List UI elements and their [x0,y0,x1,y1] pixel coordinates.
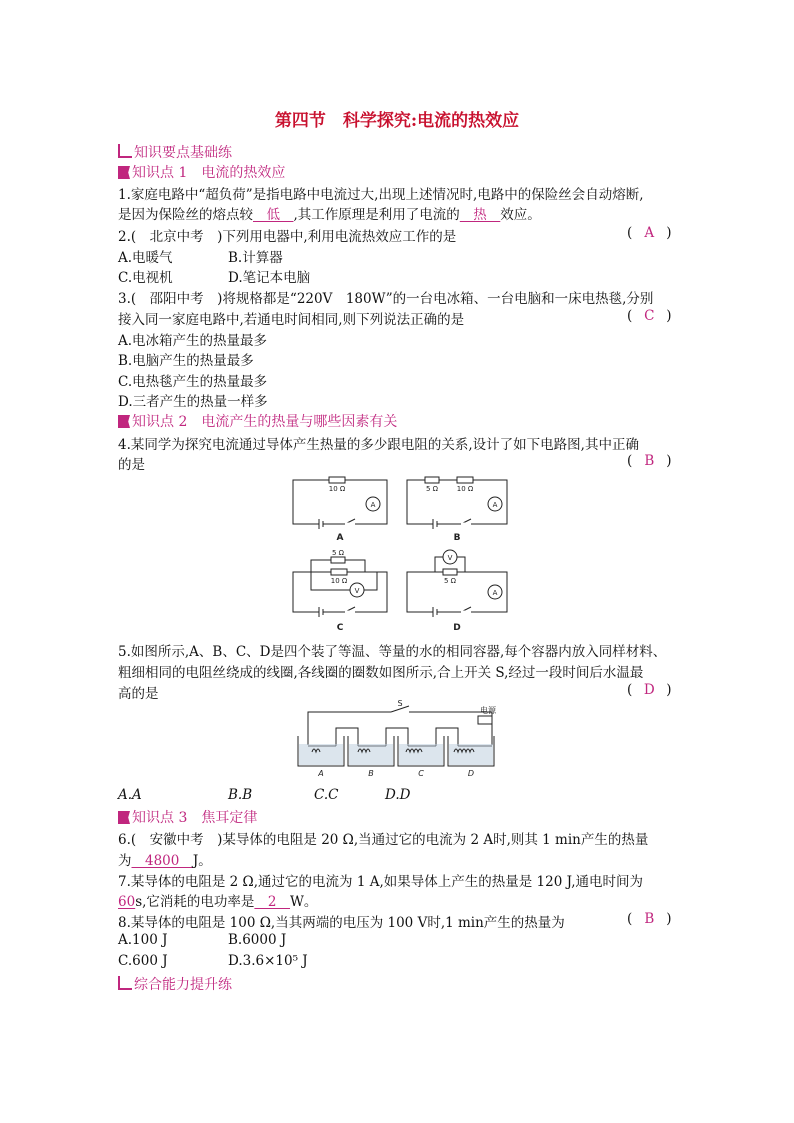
question-3-line-1: 3.( 邵阳中考 )将规格都是“220V 180W”的一台电冰箱、一台电脑和一床电热毯,分别 [118,291,654,307]
question-8: 8.某导体的电阻是 100 Ω,当其两端的电压为 100 V时,1 min产生的热量为 [118,915,565,931]
option: C.电热毯产生的热量最多 [118,374,268,390]
answer-fill: 60 [118,894,136,910]
container-label: B [368,769,374,778]
ammeter-icon: A [492,501,498,509]
section-heading: 综合能力提升练 [118,974,232,994]
option: D.3.6×10⁵ J [228,953,308,969]
flag-icon [118,811,130,824]
question-4-line-2: 的是 [118,457,145,473]
power-source-label: 电源 [480,706,496,715]
option: D.D [385,787,411,803]
voltmeter-icon: V [447,554,453,562]
question-5-line-1: 5.如图所示,A、B、C、D是四个装了等温、等量的水的相同容器,每个容器内放入同样材料、 [118,644,667,660]
section-heading: 知识要点基础练 [118,142,232,162]
ammeter-icon: A [492,589,498,597]
option: A.100 J [118,932,168,948]
resistor-label: 10 Ω [456,485,474,493]
ammeter-icon: A [370,501,376,509]
diagram-label: D [453,623,461,633]
question-1-line-1: 1.家庭电路中“超负荷”是指电路中电流过大,出现上述情况时,电路中的保险丝会自动熔断, [118,187,644,203]
question-4-line-1: 4.某同学为探究电流通过导体产生热量的多少跟电阻的关系,设计了如下电路图,其中正确 [118,437,639,453]
option: C.600 J [118,953,168,969]
corner-icon [118,976,132,990]
option: C.电视机 [118,270,173,286]
option: B.计算器 [228,250,283,266]
resistor-label: 5 Ω [443,577,457,585]
option: A.A [118,787,142,803]
answer-bracket: ( B ) [627,453,672,469]
container-label: A [318,769,324,778]
coil-containers-diagram [296,700,502,780]
knowledge-point-3: 知识点 3 焦耳定律 [118,807,257,827]
option: A.电冰箱产生的热量最多 [118,333,268,349]
corner-icon [118,144,132,158]
option: B.电脑产生的热量最多 [118,353,254,369]
answer-bracket: ( A ) [627,225,672,241]
page-title: 第四节 科学探究:电流的热效应 [274,111,520,131]
flag-icon [118,166,130,179]
switch-label: S [397,700,403,708]
question-5-line-3: 高的是 [118,686,159,702]
answer-fill: 热 [459,207,501,223]
question-2: 2.( 北京中考 )下列用电器中,利用电流热效应工作的是 [118,229,457,245]
resistor-label: 10 Ω [330,577,348,585]
option: D.笔记本电脑 [228,270,311,286]
diagram-label: C [336,623,344,633]
question-6-line-1: 6.( 安徽中考 )某导体的电阻是 20 Ω,当通过它的电流为 2 A时,则其 1 min产生的热量 [118,832,649,848]
answer-bracket: ( C ) [627,308,672,324]
option: C.C [314,787,339,803]
diagram-label: A [336,533,344,543]
container-label: D [467,769,475,778]
circuit-diagrams [285,472,515,640]
option: D.三者产生的热量一样多 [118,394,268,410]
question-6-line-2: 为 4800 J。 [118,853,212,869]
answer-fill: 2 [254,894,291,910]
knowledge-point-2: 知识点 2 电流产生的热量与哪些因素有关 [118,411,397,431]
container-label: C [418,769,424,778]
knowledge-point-1: 知识点 1 电流的热效应 [118,162,285,182]
answer-fill: 4800 [131,853,193,869]
flag-icon [118,415,130,428]
answer-fill: 低 [253,207,294,223]
question-5-line-2: 粗细相同的电阻丝绕成的线圈,各线圈的圈数如图所示,合上开关 S,经过一段时间后水温最 [118,665,644,681]
answer-bracket: ( D ) [627,682,672,698]
question-1-line-2: 是因为保险丝的熔点较 低 ,其工作原理是利用了电流的 热 效应。 [118,207,541,223]
resistor-label: 10 Ω [328,485,346,493]
option: A.电暖气 [118,250,173,266]
question-3-line-2: 接入同一家庭电路中,若通电时间相同,则下列说法正确的是 [118,312,465,328]
option: B.B [228,787,253,803]
question-7-line-1: 7.某导体的电阻是 2 Ω,通过它的电流为 1 A,如果导体上产生的热量是 120 J,通电时间为 [118,874,644,890]
answer-bracket: ( B ) [627,911,672,927]
diagram-label: B [453,533,461,543]
resistor-label: 5 Ω [425,485,439,493]
option: B.6000 J [228,932,287,948]
resistor-label: 5 Ω [331,549,345,557]
voltmeter-icon: V [354,587,360,595]
question-7-line-2: 60s,它消耗的电功率是 2 W。 [118,894,318,910]
